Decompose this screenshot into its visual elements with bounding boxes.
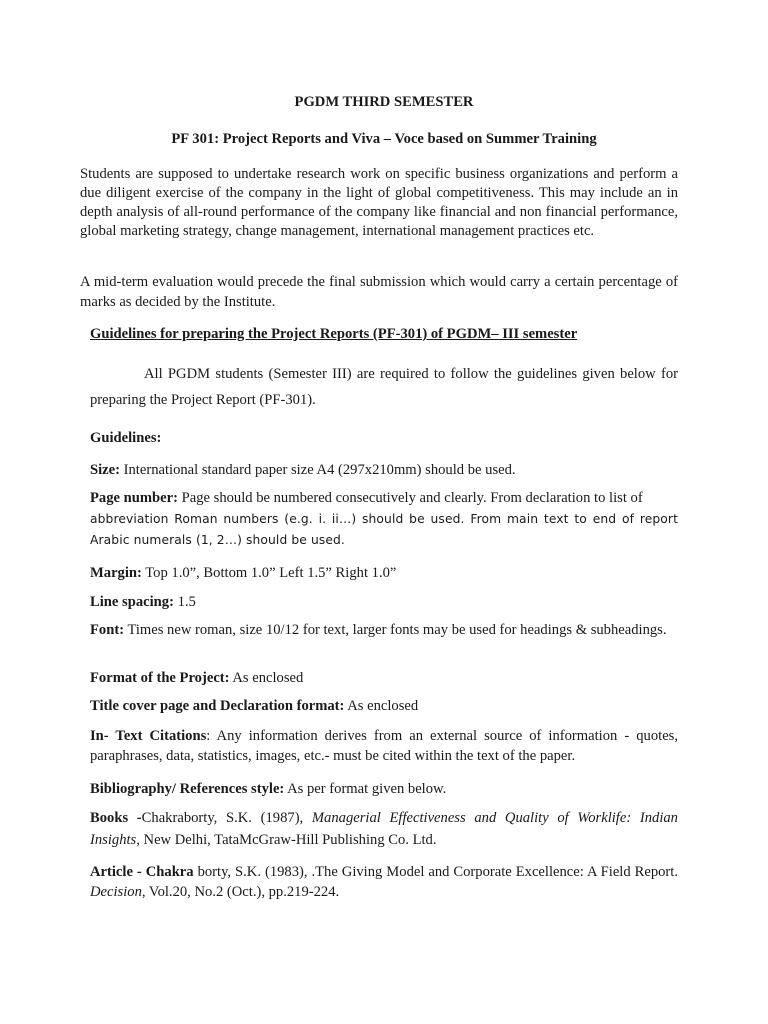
font-text: Times new roman, size 10/12 for text, larger fonts may be used for headings & subheadings.: [124, 622, 667, 638]
size-label: Size:: [90, 462, 120, 478]
title-cover-item: [90, 697, 688, 716]
guidelines-heading: Guidelines for preparing the Project Reports (PF-301) of PGDM– III semester: [90, 326, 578, 342]
course-subtitle: PF 301: Project Reports and Viva – Voce based on Summer Training: [171, 131, 597, 147]
page-number-item: [90, 489, 678, 551]
books-title: Managerial Effectiveness and Quality of Worklife: Indian Insights,: [90, 810, 678, 848]
title-cover-label: Title cover page and Declaration format:: [90, 698, 345, 714]
article-label: Article - Chakra: [90, 864, 194, 880]
article-details: , Vol.20, No.2 (Oct.), pp.219-224.: [141, 884, 340, 900]
line-spacing-text: 1.5: [173, 594, 196, 610]
format-project-label: Format of the Project:: [90, 670, 230, 686]
line-spacing-item: [90, 593, 688, 612]
midterm-paragraph: A mid-term evaluation would precede the final submission which would carry a certain percentage of marks as decided by the Institute.: [80, 274, 678, 310]
bibliography-label: Bibliography/ References style:: [90, 781, 285, 797]
format-project-text: As enclosed: [229, 670, 304, 686]
guidelines-label: Guidelines:: [90, 430, 162, 446]
page-number-label: Page number:: [90, 490, 178, 506]
page-number-text-continued: abbreviation Roman numbers (e.g. i. ii…) should be used. From main text to end of report Arabic numerals (1, 2…) should be used.: [90, 512, 678, 547]
bibliography-text: As per format given below.: [284, 781, 447, 797]
bibliography-item: [90, 780, 688, 799]
books-label: Books -: [90, 810, 142, 826]
title-cover-text: As enclosed: [344, 698, 419, 714]
page-number-text: Page should be numbered consecutively and clearly. From declaration to list of: [177, 490, 643, 506]
margin-text: Top 1.0”, Bottom 1.0” Left 1.5” Right 1.0”: [141, 565, 397, 581]
books-reference: [90, 807, 678, 851]
books-author: Chakraborty, S.K. (1987),: [141, 810, 312, 826]
citations-text: : Any information derives from an external source of information - quotes, paraphrases, data, statistics, images, etc.- must be cited within the text of the paper.: [90, 728, 678, 764]
line-spacing-label: Line spacing:: [90, 594, 174, 610]
citations-label: In- Text Citations: [90, 728, 207, 744]
citations-item: [90, 726, 678, 766]
size-text: International standard paper size A4 (297x210mm) should be used.: [120, 462, 516, 478]
format-project-item: [90, 669, 688, 688]
margin-item: [90, 564, 688, 583]
size-item: [90, 461, 688, 480]
books-publisher: New Delhi, TataMcGraw-Hill Publishing Co. Ltd.: [139, 832, 437, 848]
article-journal: Decision: [90, 884, 142, 900]
page-title: PGDM THIRD SEMESTER: [294, 94, 474, 110]
intro-paragraph: Students are supposed to undertake research work on specific business organizations and perform a due diligent exercise of the company in the light of global competitiveness. This may include an in depth analysis of all-round performance of the company like financial and non financial performance, global marketing strategy, change management, international management practices etc.: [80, 166, 678, 239]
guidelines-intro: All PGDM students (Semester III) are required to follow the guidelines given below for preparing the Project Report (PF-301).: [90, 366, 678, 408]
font-label: Font:: [90, 622, 125, 638]
article-reference: [90, 862, 678, 902]
margin-label: Margin:: [90, 565, 142, 581]
font-item: [90, 621, 678, 640]
article-author: borty, S.K. (1983), .The Giving Model and Corporate Excellence: A Field Report.: [193, 864, 678, 880]
